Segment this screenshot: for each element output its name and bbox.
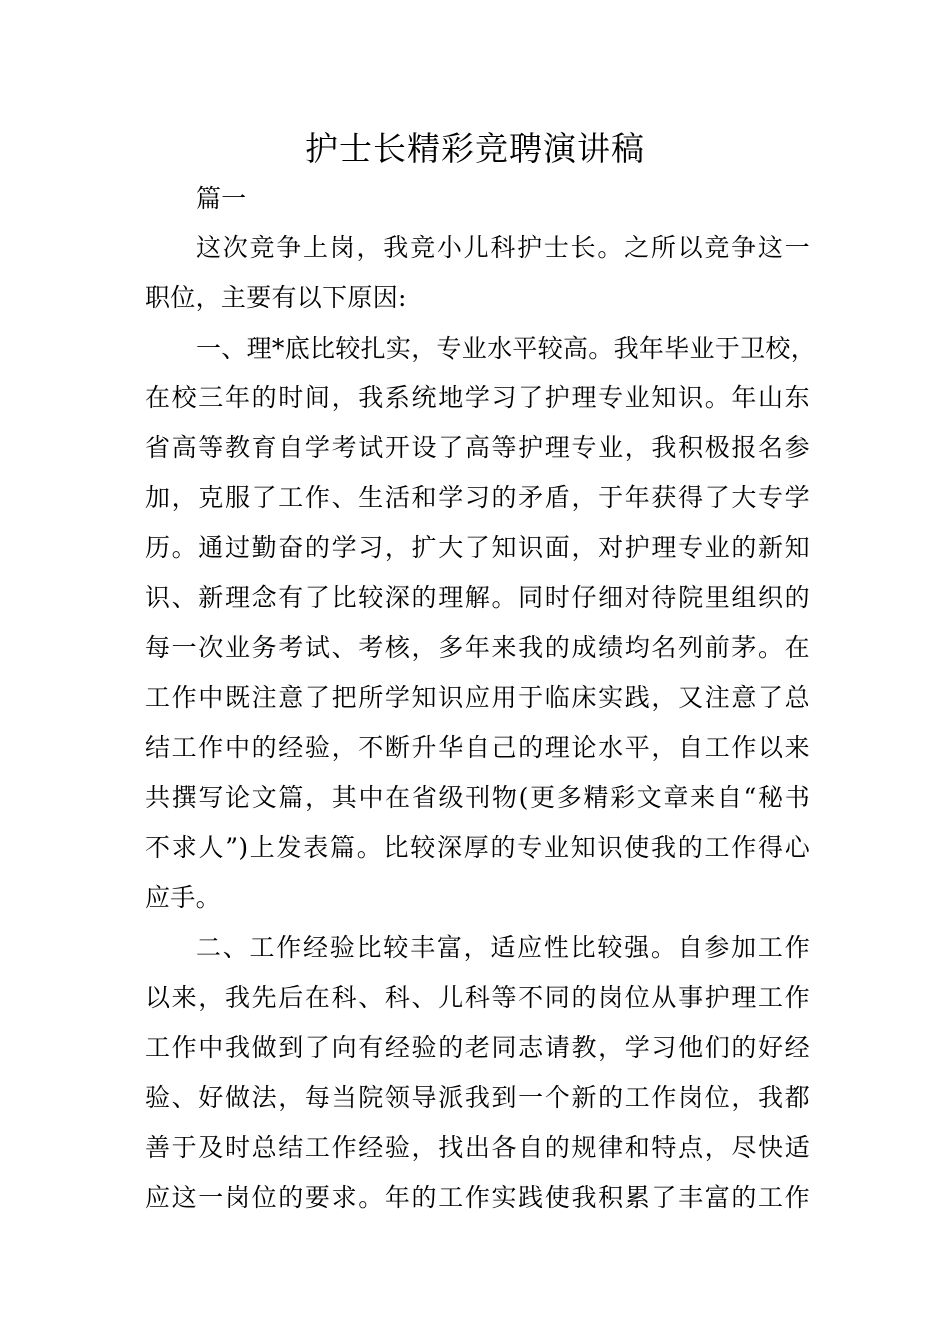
text-line: 不求人”)上发表篇。比较深厚的专业知识使我的工作得心 (145, 833, 810, 862)
text-line: 每一次业务考试、考核，多年来我的成绩均名列前茅。在 (145, 633, 810, 662)
text-line: 历。通过勤奋的学习，扩大了知识面，对护理专业的新知 (145, 533, 810, 562)
text-line: 善于及时总结工作经验，找出各自的规律和特点，尽快适 (145, 1133, 810, 1162)
text-line: 一、理*底比较扎实，专业水平较高。我年毕业于卫校， (196, 334, 817, 363)
text-line: 应这一岗位的要求。年的工作实践使我积累了丰富的工作 (145, 1183, 810, 1212)
text-line: 验、好做法，每当院领导派我到一个新的工作岗位，我都 (145, 1083, 810, 1112)
text-line: 省高等教育自学考试开设了高等护理专业，我积极报名参 (145, 433, 810, 462)
text-line: 在校三年的时间，我系统地学习了护理专业知识。年山东 (145, 383, 810, 412)
text-line: 识、新理念有了比较深的理解。同时仔细对待院里组织的 (145, 583, 810, 612)
text-line: 结工作中的经验，不断升华自己的理论水平，自工作以来 (145, 733, 810, 762)
text-line: 职位，主要有以下原因: (145, 283, 407, 312)
text-line: 工作中既注意了把所学知识应用于临床实践，又注意了总 (145, 683, 810, 712)
text-line: 二、工作经验比较丰富，适应性比较强。自参加工作 (196, 933, 810, 962)
text-line: 这次竞争上岗，我竞小儿科护士长。之所以竞争这一 (196, 233, 810, 262)
text-line: 应手。 (145, 883, 221, 912)
document-title: 护士长精彩竞聘演讲稿 (305, 129, 645, 168)
section-heading: 篇一 (196, 184, 247, 213)
text-line: 以来，我先后在科、科、儿科等不同的岗位从事护理工作 (145, 983, 810, 1012)
text-line: 共撰写论文篇，其中在省级刊物(更多精彩文章来自“秘书 (145, 783, 810, 812)
text-line: 工作中我做到了向有经验的老同志请教，学习他们的好经 (145, 1033, 810, 1062)
text-line: 加，克服了工作、生活和学习的矛盾，于年获得了大专学 (145, 483, 810, 512)
